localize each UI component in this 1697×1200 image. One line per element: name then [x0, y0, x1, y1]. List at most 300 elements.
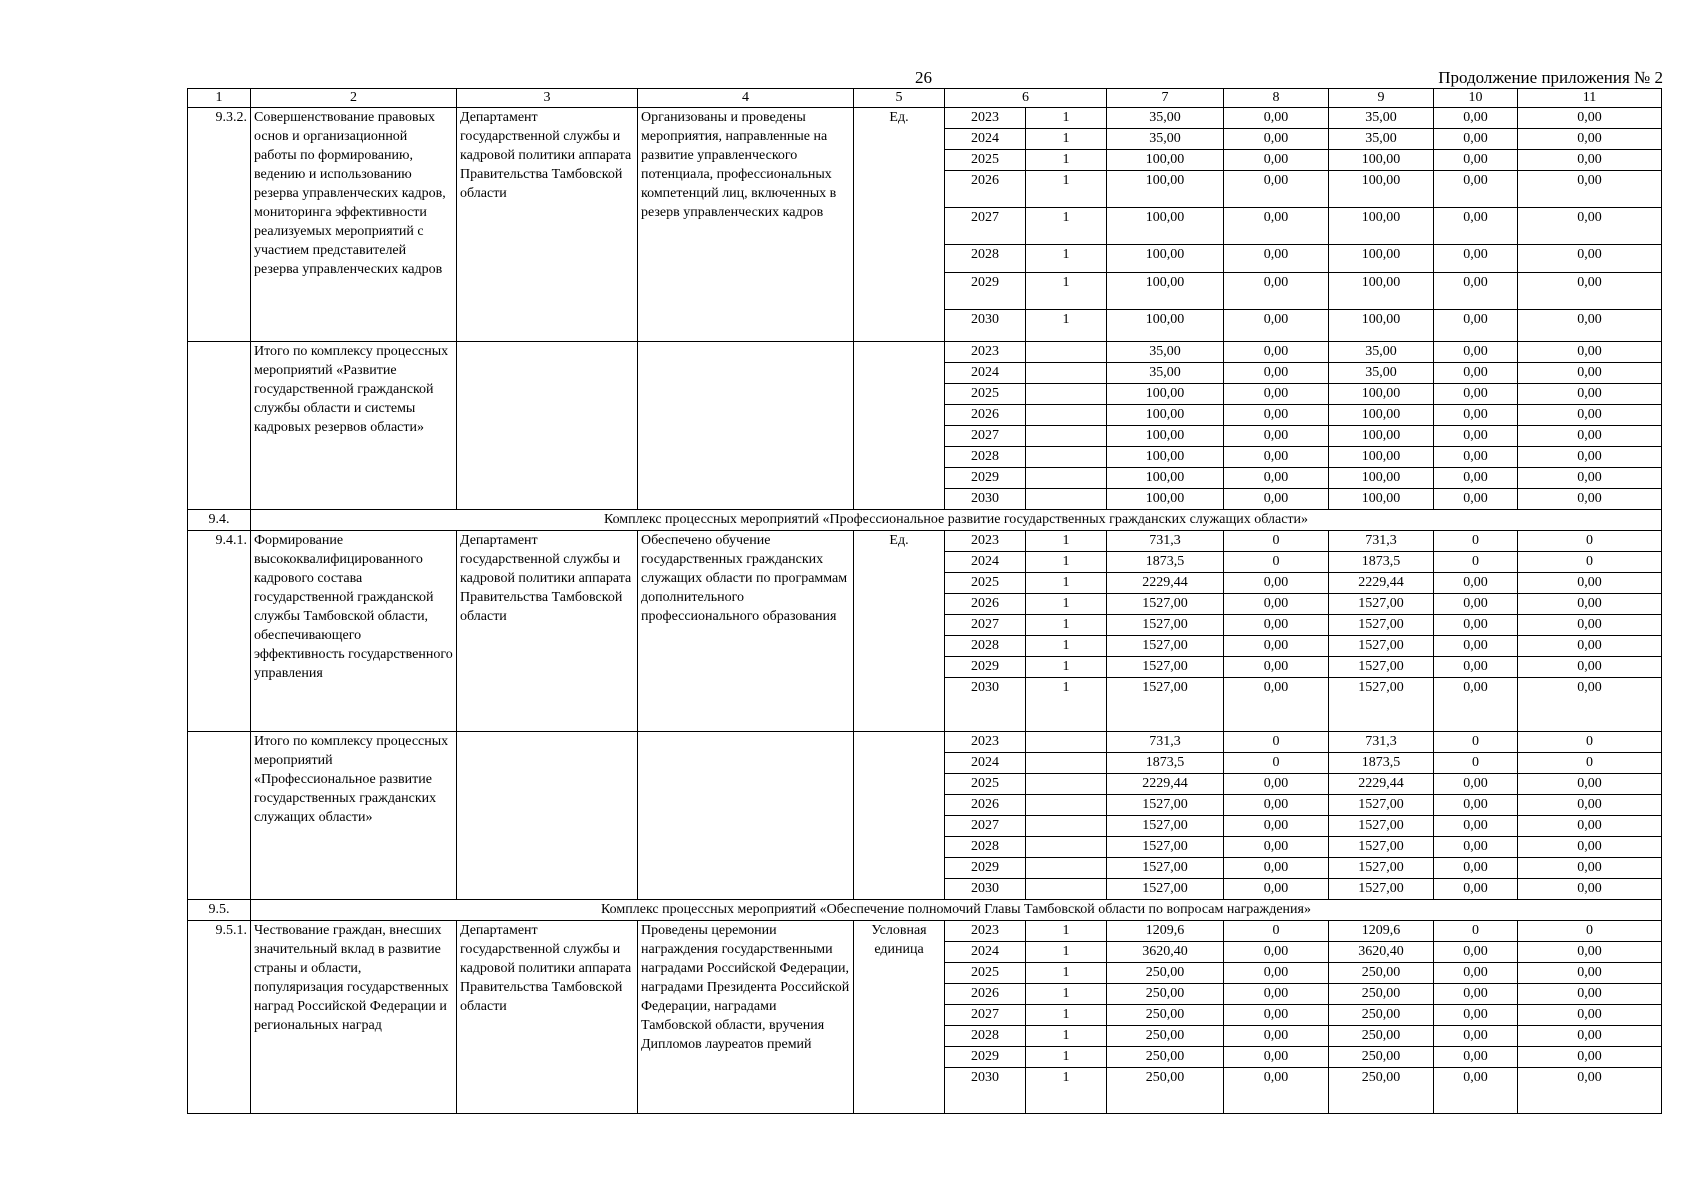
local-budget-cell: 0,00 [1434, 489, 1518, 510]
extrabudgetary-cell: 0,00 [1518, 984, 1662, 1005]
local-budget-cell: 0 [1434, 732, 1518, 753]
total-amount-cell: 100,00 [1107, 310, 1224, 342]
indicator-value-cell: 1 [1026, 245, 1107, 273]
year-cell: 2027 [945, 208, 1026, 245]
unit-of-measure [854, 732, 945, 900]
regional-budget-cell: 100,00 [1329, 426, 1434, 447]
regional-budget-cell: 35,00 [1329, 342, 1434, 363]
indicator-value-cell: 1 [1026, 1047, 1107, 1068]
regional-budget-cell: 1527,00 [1329, 657, 1434, 678]
indicator-value-cell: 1 [1026, 171, 1107, 208]
local-budget-cell: 0,00 [1434, 245, 1518, 273]
extrabudgetary-cell: 0,00 [1518, 594, 1662, 615]
year-cell: 2029 [945, 657, 1026, 678]
year-cell: 2028 [945, 1026, 1026, 1047]
federal-budget-cell: 0,00 [1224, 273, 1329, 310]
total-amount-cell: 2229,44 [1107, 774, 1224, 795]
extrabudgetary-cell: 0,00 [1518, 678, 1662, 732]
year-cell: 2027 [945, 816, 1026, 837]
local-budget-cell: 0,00 [1434, 573, 1518, 594]
federal-budget-cell: 0,00 [1224, 310, 1329, 342]
total-amount-cell: 731,3 [1107, 732, 1224, 753]
regional-budget-cell: 250,00 [1329, 1068, 1434, 1114]
regional-budget-cell: 1873,5 [1329, 552, 1434, 573]
col-header-4: 4 [638, 89, 854, 108]
table-body [188, 89, 1662, 1114]
year-cell: 2030 [945, 310, 1026, 342]
indicator-value-cell [1026, 468, 1107, 489]
indicator-value-cell: 1 [1026, 310, 1107, 342]
year-cell: 2023 [945, 342, 1026, 363]
year-cell: 2026 [945, 594, 1026, 615]
regional-budget-cell: 1527,00 [1329, 837, 1434, 858]
col-header-11: 11 [1518, 89, 1662, 108]
federal-budget-cell: 0,00 [1224, 963, 1329, 984]
year-cell: 2028 [945, 245, 1026, 273]
year-cell: 2027 [945, 615, 1026, 636]
year-cell: 2026 [945, 405, 1026, 426]
year-cell: 2029 [945, 858, 1026, 879]
indicator-value-cell: 1 [1026, 636, 1107, 657]
local-budget-cell: 0 [1434, 921, 1518, 942]
federal-budget-cell: 0,00 [1224, 1005, 1329, 1026]
extrabudgetary-cell: 0,00 [1518, 795, 1662, 816]
federal-budget-cell: 0,00 [1224, 657, 1329, 678]
local-budget-cell: 0,00 [1434, 129, 1518, 150]
extrabudgetary-cell: 0,00 [1518, 447, 1662, 468]
local-budget-cell: 0,00 [1434, 108, 1518, 129]
federal-budget-cell: 0,00 [1224, 108, 1329, 129]
regional-budget-cell: 100,00 [1329, 489, 1434, 510]
indicator-value-cell: 1 [1026, 678, 1107, 732]
extrabudgetary-cell: 0,00 [1518, 171, 1662, 208]
total-amount-cell: 1527,00 [1107, 615, 1224, 636]
measure-number: 9.5.1. [188, 921, 251, 1114]
total-amount-cell: 2229,44 [1107, 573, 1224, 594]
federal-budget-cell: 0,00 [1224, 984, 1329, 1005]
federal-budget-cell: 0,00 [1224, 489, 1329, 510]
section-number: 9.5. [188, 900, 251, 921]
local-budget-cell: 0 [1434, 531, 1518, 552]
total-amount-cell: 1873,5 [1107, 753, 1224, 774]
local-budget-cell: 0,00 [1434, 468, 1518, 489]
responsible-department: Департамент государственной службы и кадровой политики аппарата Правительства Тамбовской области [457, 108, 638, 342]
extrabudgetary-cell: 0,00 [1518, 405, 1662, 426]
local-budget-cell: 0,00 [1434, 273, 1518, 310]
year-cell: 2030 [945, 879, 1026, 900]
total-amount-cell: 3620,40 [1107, 942, 1224, 963]
col-header-10: 10 [1434, 89, 1518, 108]
federal-budget-cell: 0,00 [1224, 150, 1329, 171]
local-budget-cell: 0,00 [1434, 384, 1518, 405]
extrabudgetary-cell: 0,00 [1518, 1047, 1662, 1068]
indicator-value-cell [1026, 405, 1107, 426]
year-cell: 2024 [945, 129, 1026, 150]
local-budget-cell: 0 [1434, 552, 1518, 573]
indicator-value-cell: 1 [1026, 921, 1107, 942]
indicator-value-cell: 1 [1026, 984, 1107, 1005]
regional-budget-cell: 731,3 [1329, 531, 1434, 552]
indicator-value-cell [1026, 384, 1107, 405]
indicator-value-cell [1026, 732, 1107, 753]
year-cell: 2025 [945, 384, 1026, 405]
year-cell: 2030 [945, 489, 1026, 510]
regional-budget-cell: 2229,44 [1329, 774, 1434, 795]
year-cell: 2030 [945, 678, 1026, 732]
col-header-8: 8 [1224, 89, 1329, 108]
local-budget-cell: 0,00 [1434, 1026, 1518, 1047]
responsible-department [457, 342, 638, 510]
col-header-3: 3 [457, 89, 638, 108]
total-amount-cell: 100,00 [1107, 150, 1224, 171]
federal-budget-cell: 0 [1224, 753, 1329, 774]
total-amount-cell: 35,00 [1107, 342, 1224, 363]
measure-year-row [188, 108, 1662, 129]
federal-budget-cell: 0,00 [1224, 447, 1329, 468]
extrabudgetary-cell: 0,00 [1518, 426, 1662, 447]
extrabudgetary-cell: 0,00 [1518, 342, 1662, 363]
federal-budget-cell: 0,00 [1224, 1026, 1329, 1047]
measure-year-row [188, 531, 1662, 552]
year-cell: 2023 [945, 732, 1026, 753]
measure-name: Совершенствование правовых основ и организационной работы по формированию, ведению и использованию резерва управленческих кадров, мониторинга эффективности реализуемых мероприятий с участием представителей резерва управленческих кадров [251, 108, 457, 342]
local-budget-cell: 0,00 [1434, 795, 1518, 816]
total-amount-cell: 35,00 [1107, 129, 1224, 150]
measure-name: Формирование высококвалифицированного кадрового состава государственной гражданской службы Тамбовской области, обеспечивающего эффективность государственного управления [251, 531, 457, 732]
year-cell: 2023 [945, 108, 1026, 129]
year-cell: 2026 [945, 171, 1026, 208]
indicator-value-cell: 1 [1026, 657, 1107, 678]
regional-budget-cell: 1527,00 [1329, 879, 1434, 900]
regional-budget-cell: 250,00 [1329, 1026, 1434, 1047]
year-cell: 2025 [945, 150, 1026, 171]
total-label: Итого по комплексу процессных мероприятий «Развитие государственной гражданской службы области и системы кадровых резервов области» [251, 342, 457, 510]
year-cell: 2023 [945, 531, 1026, 552]
measure-number: 9.3.2. [188, 108, 251, 342]
regional-budget-cell: 1527,00 [1329, 594, 1434, 615]
year-cell: 2025 [945, 774, 1026, 795]
measure-year-row [188, 921, 1662, 942]
federal-budget-cell: 0,00 [1224, 468, 1329, 489]
year-cell: 2024 [945, 552, 1026, 573]
regional-budget-cell: 100,00 [1329, 405, 1434, 426]
total-amount-cell: 1527,00 [1107, 837, 1224, 858]
local-budget-cell: 0,00 [1434, 447, 1518, 468]
col-header-5: 5 [854, 89, 945, 108]
federal-budget-cell: 0,00 [1224, 1047, 1329, 1068]
extrabudgetary-cell: 0 [1518, 531, 1662, 552]
total-amount-cell: 100,00 [1107, 273, 1224, 310]
extrabudgetary-cell: 0,00 [1518, 108, 1662, 129]
indicator-value-cell: 1 [1026, 573, 1107, 594]
section-header-row [188, 510, 1662, 531]
regional-budget-cell: 100,00 [1329, 447, 1434, 468]
regional-budget-cell: 2229,44 [1329, 573, 1434, 594]
indicator-value-cell: 1 [1026, 963, 1107, 984]
year-cell: 2023 [945, 921, 1026, 942]
total-amount-cell: 35,00 [1107, 363, 1224, 384]
expected-result: Организованы и проведены мероприятия, направленные на развитие управленческого потенциала, профессиональных компетенций лиц, включенных в резерв управленческих кадров [638, 108, 854, 342]
federal-budget-cell: 0,00 [1224, 615, 1329, 636]
year-cell: 2024 [945, 363, 1026, 384]
unit-of-measure: Ед. [854, 531, 945, 732]
local-budget-cell: 0,00 [1434, 1005, 1518, 1026]
extrabudgetary-cell: 0 [1518, 552, 1662, 573]
indicator-value-cell: 1 [1026, 208, 1107, 245]
local-budget-cell: 0,00 [1434, 858, 1518, 879]
unit-of-measure: Условная единица [854, 921, 945, 1114]
responsible-department: Департамент государственной службы и кадровой политики аппарата Правительства Тамбовской области [457, 531, 638, 732]
indicator-value-cell [1026, 363, 1107, 384]
regional-budget-cell: 250,00 [1329, 963, 1434, 984]
total-amount-cell: 250,00 [1107, 1047, 1224, 1068]
expected-result [638, 732, 854, 900]
total-amount-cell: 100,00 [1107, 489, 1224, 510]
federal-budget-cell: 0,00 [1224, 678, 1329, 732]
extrabudgetary-cell: 0,00 [1518, 1005, 1662, 1026]
regional-budget-cell: 250,00 [1329, 1047, 1434, 1068]
total-label: Итого по комплексу процессных мероприятий «Профессиональное развитие государственных гражданских служащих области» [251, 732, 457, 900]
total-amount-cell: 100,00 [1107, 426, 1224, 447]
federal-budget-cell: 0,00 [1224, 208, 1329, 245]
year-cell: 2026 [945, 984, 1026, 1005]
local-budget-cell: 0,00 [1434, 615, 1518, 636]
extrabudgetary-cell: 0,00 [1518, 489, 1662, 510]
responsible-department [457, 732, 638, 900]
extrabudgetary-cell: 0,00 [1518, 837, 1662, 858]
local-budget-cell: 0,00 [1434, 310, 1518, 342]
local-budget-cell: 0,00 [1434, 984, 1518, 1005]
total-amount-cell: 250,00 [1107, 963, 1224, 984]
local-budget-cell: 0,00 [1434, 879, 1518, 900]
indicator-value-cell [1026, 489, 1107, 510]
extrabudgetary-cell: 0,00 [1518, 310, 1662, 342]
total-amount-cell: 100,00 [1107, 468, 1224, 489]
total-amount-cell: 1527,00 [1107, 657, 1224, 678]
extrabudgetary-cell: 0,00 [1518, 774, 1662, 795]
indicator-value-cell [1026, 426, 1107, 447]
local-budget-cell: 0 [1434, 753, 1518, 774]
regional-budget-cell: 100,00 [1329, 150, 1434, 171]
federal-budget-cell: 0,00 [1224, 795, 1329, 816]
year-cell: 2030 [945, 1068, 1026, 1114]
extrabudgetary-cell: 0,00 [1518, 963, 1662, 984]
federal-budget-cell: 0 [1224, 531, 1329, 552]
federal-budget-cell: 0,00 [1224, 837, 1329, 858]
extrabudgetary-cell: 0,00 [1518, 657, 1662, 678]
federal-budget-cell: 0,00 [1224, 1068, 1329, 1114]
federal-budget-cell: 0 [1224, 552, 1329, 573]
year-cell: 2028 [945, 837, 1026, 858]
indicator-value-cell: 1 [1026, 1026, 1107, 1047]
federal-budget-cell: 0,00 [1224, 594, 1329, 615]
indicator-value-cell: 1 [1026, 129, 1107, 150]
local-budget-cell: 0,00 [1434, 171, 1518, 208]
total-amount-cell: 1527,00 [1107, 879, 1224, 900]
total-amount-cell: 1873,5 [1107, 552, 1224, 573]
indicator-value-cell [1026, 753, 1107, 774]
total-amount-cell: 731,3 [1107, 531, 1224, 552]
extrabudgetary-cell: 0,00 [1518, 1068, 1662, 1114]
section-title: Комплекс процессных мероприятий «Обеспечение полномочий Главы Тамбовской области по вопросам награждения» [251, 900, 1662, 921]
indicator-value-cell: 1 [1026, 1005, 1107, 1026]
local-budget-cell: 0,00 [1434, 1047, 1518, 1068]
total-year-row [188, 732, 1662, 753]
responsible-department: Департамент государственной службы и кадровой политики аппарата Правительства Тамбовской области [457, 921, 638, 1114]
indicator-value-cell: 1 [1026, 615, 1107, 636]
local-budget-cell: 0,00 [1434, 657, 1518, 678]
financing-table [187, 88, 1662, 1114]
year-cell: 2026 [945, 795, 1026, 816]
extrabudgetary-cell: 0 [1518, 753, 1662, 774]
indicator-value-cell [1026, 858, 1107, 879]
federal-budget-cell: 0,00 [1224, 171, 1329, 208]
local-budget-cell: 0,00 [1434, 678, 1518, 732]
indicator-value-cell: 1 [1026, 1068, 1107, 1114]
local-budget-cell: 0,00 [1434, 363, 1518, 384]
federal-budget-cell: 0,00 [1224, 636, 1329, 657]
regional-budget-cell: 35,00 [1329, 108, 1434, 129]
extrabudgetary-cell: 0,00 [1518, 858, 1662, 879]
total-amount-cell: 1527,00 [1107, 594, 1224, 615]
indicator-value-cell: 1 [1026, 150, 1107, 171]
unit-of-measure: Ед. [854, 108, 945, 342]
indicator-value-cell: 1 [1026, 531, 1107, 552]
federal-budget-cell: 0,00 [1224, 426, 1329, 447]
extrabudgetary-cell: 0,00 [1518, 208, 1662, 245]
year-cell: 2024 [945, 753, 1026, 774]
regional-budget-cell: 100,00 [1329, 384, 1434, 405]
measure-number [188, 342, 251, 510]
appendix-continuation-label: Продолжение приложения № 2 [1438, 68, 1663, 87]
regional-budget-cell: 1527,00 [1329, 678, 1434, 732]
year-cell: 2024 [945, 942, 1026, 963]
year-cell: 2028 [945, 447, 1026, 468]
federal-budget-cell: 0,00 [1224, 129, 1329, 150]
extrabudgetary-cell: 0 [1518, 921, 1662, 942]
section-number: 9.4. [188, 510, 251, 531]
total-amount-cell: 1527,00 [1107, 858, 1224, 879]
total-amount-cell: 1527,00 [1107, 795, 1224, 816]
extrabudgetary-cell: 0 [1518, 732, 1662, 753]
year-cell: 2027 [945, 1005, 1026, 1026]
col-header-1: 1 [188, 89, 251, 108]
local-budget-cell: 0,00 [1434, 942, 1518, 963]
total-amount-cell: 250,00 [1107, 1005, 1224, 1026]
federal-budget-cell: 0,00 [1224, 245, 1329, 273]
local-budget-cell: 0,00 [1434, 594, 1518, 615]
total-amount-cell: 100,00 [1107, 447, 1224, 468]
year-cell: 2025 [945, 573, 1026, 594]
indicator-value-cell: 1 [1026, 942, 1107, 963]
extrabudgetary-cell: 0,00 [1518, 1026, 1662, 1047]
col-header-9: 9 [1329, 89, 1434, 108]
regional-budget-cell: 100,00 [1329, 171, 1434, 208]
extrabudgetary-cell: 0,00 [1518, 573, 1662, 594]
indicator-value-cell [1026, 774, 1107, 795]
year-cell: 2025 [945, 963, 1026, 984]
indicator-value-cell: 1 [1026, 108, 1107, 129]
section-title: Комплекс процессных мероприятий «Профессиональное развитие государственных гражданских служащих области» [251, 510, 1662, 531]
extrabudgetary-cell: 0,00 [1518, 942, 1662, 963]
regional-budget-cell: 100,00 [1329, 468, 1434, 489]
year-cell: 2027 [945, 426, 1026, 447]
extrabudgetary-cell: 0,00 [1518, 816, 1662, 837]
federal-budget-cell: 0,00 [1224, 858, 1329, 879]
total-amount-cell: 100,00 [1107, 384, 1224, 405]
local-budget-cell: 0,00 [1434, 774, 1518, 795]
col-header-2: 2 [251, 89, 457, 108]
expected-result: Проведены церемонии награждения государственными наградами Российской Федерации, наградами Президента Российской Федерации, наградами Тамбовской области, вручения Дипломов лауреатов премий [638, 921, 854, 1114]
total-amount-cell: 100,00 [1107, 171, 1224, 208]
indicator-value-cell: 1 [1026, 552, 1107, 573]
regional-budget-cell: 1527,00 [1329, 636, 1434, 657]
local-budget-cell: 0,00 [1434, 837, 1518, 858]
total-amount-cell: 250,00 [1107, 984, 1224, 1005]
year-cell: 2029 [945, 1047, 1026, 1068]
extrabudgetary-cell: 0,00 [1518, 150, 1662, 171]
total-amount-cell: 100,00 [1107, 208, 1224, 245]
indicator-value-cell [1026, 447, 1107, 468]
total-amount-cell: 250,00 [1107, 1026, 1224, 1047]
total-amount-cell: 100,00 [1107, 245, 1224, 273]
regional-budget-cell: 1527,00 [1329, 615, 1434, 636]
extrabudgetary-cell: 0,00 [1518, 273, 1662, 310]
local-budget-cell: 0,00 [1434, 405, 1518, 426]
total-amount-cell: 1527,00 [1107, 678, 1224, 732]
regional-budget-cell: 35,00 [1329, 129, 1434, 150]
year-cell: 2029 [945, 468, 1026, 489]
expected-result: Обеспечено обучение государственных гражданских служащих области по программам дополнительного профессионального образования [638, 531, 854, 732]
federal-budget-cell: 0,00 [1224, 405, 1329, 426]
measure-number: 9.4.1. [188, 531, 251, 732]
indicator-value-cell: 1 [1026, 594, 1107, 615]
federal-budget-cell: 0 [1224, 732, 1329, 753]
extrabudgetary-cell: 0,00 [1518, 468, 1662, 489]
indicator-value-cell: 1 [1026, 273, 1107, 310]
extrabudgetary-cell: 0,00 [1518, 129, 1662, 150]
regional-budget-cell: 35,00 [1329, 363, 1434, 384]
local-budget-cell: 0,00 [1434, 816, 1518, 837]
total-amount-cell: 1209,6 [1107, 921, 1224, 942]
regional-budget-cell: 100,00 [1329, 273, 1434, 310]
regional-budget-cell: 100,00 [1329, 245, 1434, 273]
measure-name: Чествование граждан, внесших значительный вклад в развитие страны и области, популяризация государственных наград Российской Федерации и региональных наград [251, 921, 457, 1114]
col-header-6: 6 [945, 89, 1107, 108]
extrabudgetary-cell: 0,00 [1518, 384, 1662, 405]
local-budget-cell: 0,00 [1434, 1068, 1518, 1114]
federal-budget-cell: 0 [1224, 921, 1329, 942]
extrabudgetary-cell: 0,00 [1518, 245, 1662, 273]
local-budget-cell: 0,00 [1434, 963, 1518, 984]
expected-result [638, 342, 854, 510]
local-budget-cell: 0,00 [1434, 636, 1518, 657]
regional-budget-cell: 1209,6 [1329, 921, 1434, 942]
regional-budget-cell: 3620,40 [1329, 942, 1434, 963]
regional-budget-cell: 1873,5 [1329, 753, 1434, 774]
regional-budget-cell: 100,00 [1329, 310, 1434, 342]
unit-of-measure [854, 342, 945, 510]
regional-budget-cell: 100,00 [1329, 208, 1434, 245]
measure-number [188, 732, 251, 900]
page-number: 26 [915, 68, 932, 87]
federal-budget-cell: 0,00 [1224, 774, 1329, 795]
regional-budget-cell: 1527,00 [1329, 858, 1434, 879]
total-amount-cell: 1527,00 [1107, 636, 1224, 657]
local-budget-cell: 0,00 [1434, 426, 1518, 447]
total-amount-cell: 35,00 [1107, 108, 1224, 129]
year-cell: 2029 [945, 273, 1026, 310]
